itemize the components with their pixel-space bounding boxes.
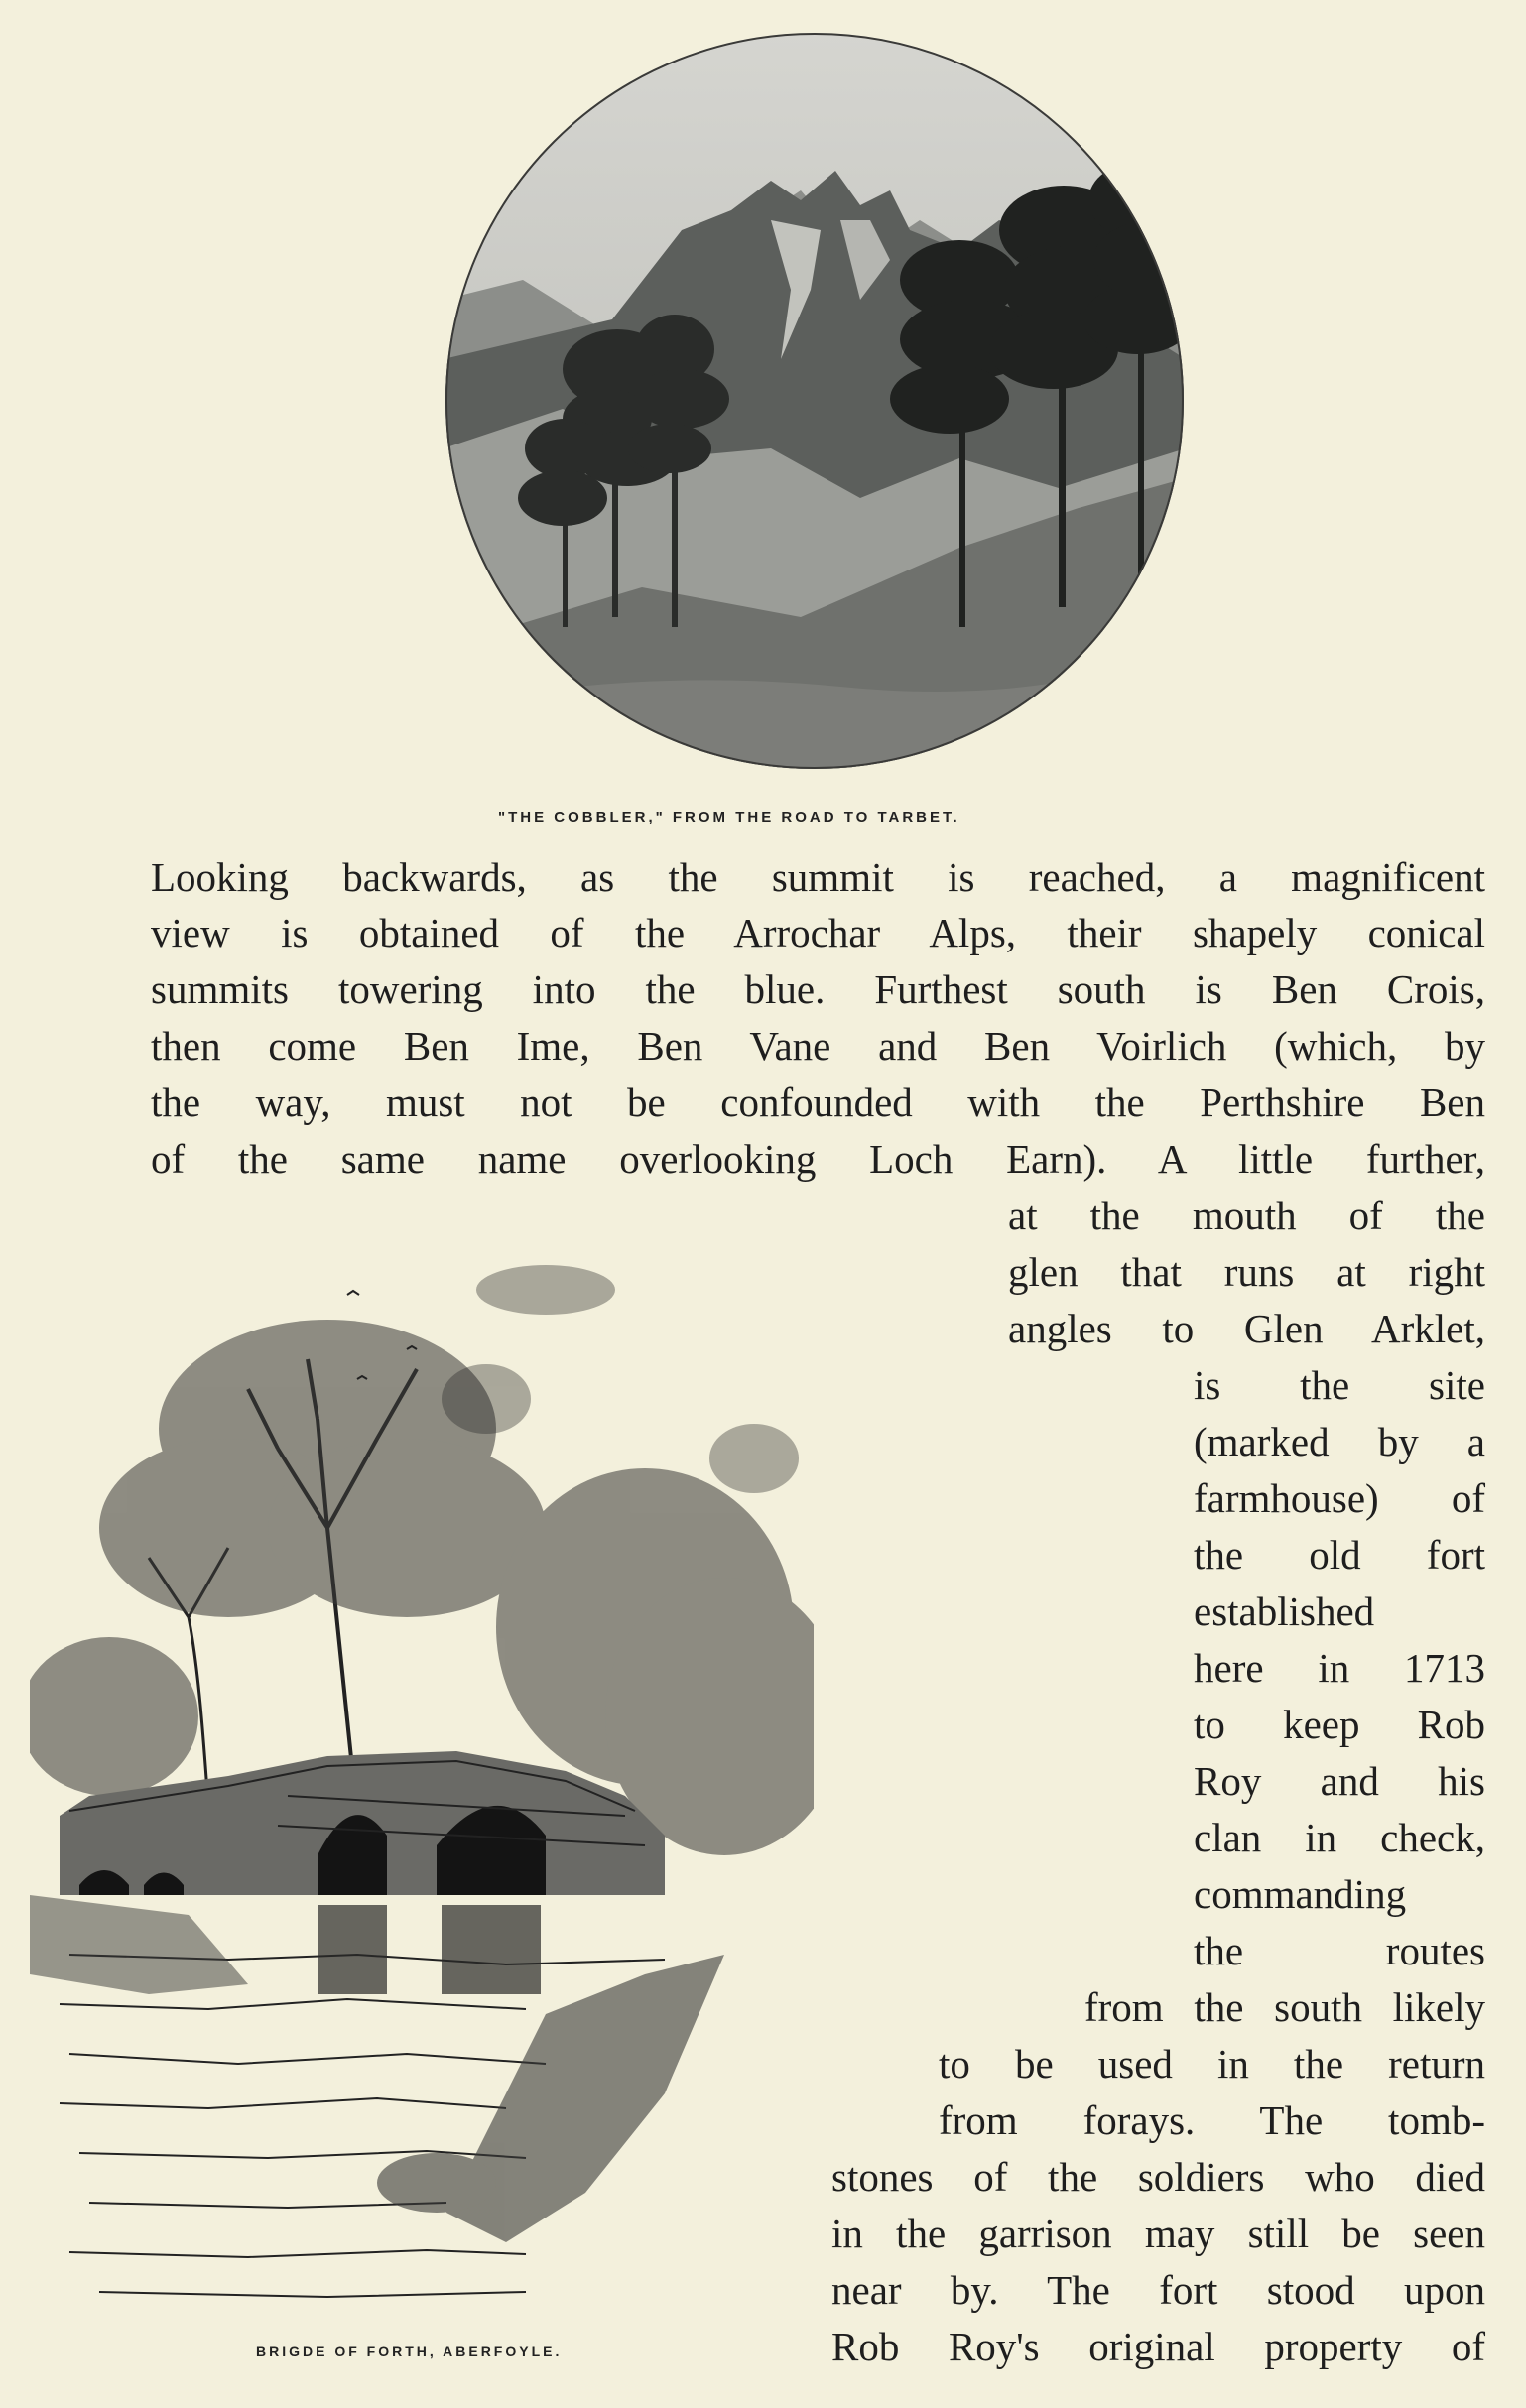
text-line: stones of the soldiers who died bbox=[831, 2154, 1485, 2200]
text-line: Looking backwards, as the summit is reached, a magnificent bbox=[151, 854, 1485, 900]
text-line: Roy and his bbox=[1194, 1758, 1485, 1804]
text-line: is the site bbox=[1194, 1362, 1485, 1408]
text-line: to be used in the return bbox=[939, 2041, 1485, 2087]
cobbler-mountain-illustration bbox=[444, 32, 1186, 771]
text-line: from the south likely bbox=[1084, 1984, 1485, 2030]
text-line: clan in check, bbox=[1194, 1815, 1485, 1860]
text-line: to keep Rob bbox=[1194, 1702, 1485, 1747]
text-line: here in 1713 bbox=[1194, 1645, 1485, 1691]
text-line: near by. The fort stood upon bbox=[831, 2267, 1485, 2313]
text-line: commanding bbox=[1194, 1871, 1407, 1917]
text-line: at the mouth of the bbox=[1008, 1193, 1485, 1238]
text-line: farmhouse) of bbox=[1194, 1475, 1485, 1521]
text-line: glen that runs at right bbox=[1008, 1249, 1485, 1295]
text-line: then come Ben Ime, Ben Vane and Ben Voirlich (which, by bbox=[151, 1023, 1485, 1069]
text-line: (marked by a bbox=[1194, 1419, 1485, 1464]
text-line: the routes bbox=[1194, 1928, 1485, 1973]
bridge-of-forth-illustration bbox=[30, 1201, 814, 2332]
text-line: the way, must not be confounded with the Perthshire Ben bbox=[151, 1079, 1485, 1125]
text-line: of the same name overlooking Loch Earn). A little further, bbox=[151, 1136, 1485, 1182]
text-line: the old fort bbox=[1194, 1532, 1485, 1578]
text-line: view is obtained of the Arrochar Alps, their shapely conical bbox=[151, 910, 1485, 955]
text-line: in the garrison may still be seen bbox=[831, 2211, 1485, 2256]
top-figure-caption: "THE COBBLER," FROM THE ROAD TO TARBET. bbox=[498, 809, 960, 825]
text-line: summits towering into the blue. Furthest south is Ben Crois, bbox=[151, 966, 1485, 1012]
bottom-figure-caption: BRIGDE OF FORTH, ABERFOYLE. bbox=[256, 2344, 563, 2359]
text-line: Rob Roy's original property of bbox=[831, 2324, 1485, 2369]
text-line: angles to Glen Arklet, bbox=[1008, 1306, 1485, 1351]
text-line: from forays. The tomb- bbox=[939, 2097, 1485, 2143]
text-line: established bbox=[1194, 1588, 1375, 1634]
